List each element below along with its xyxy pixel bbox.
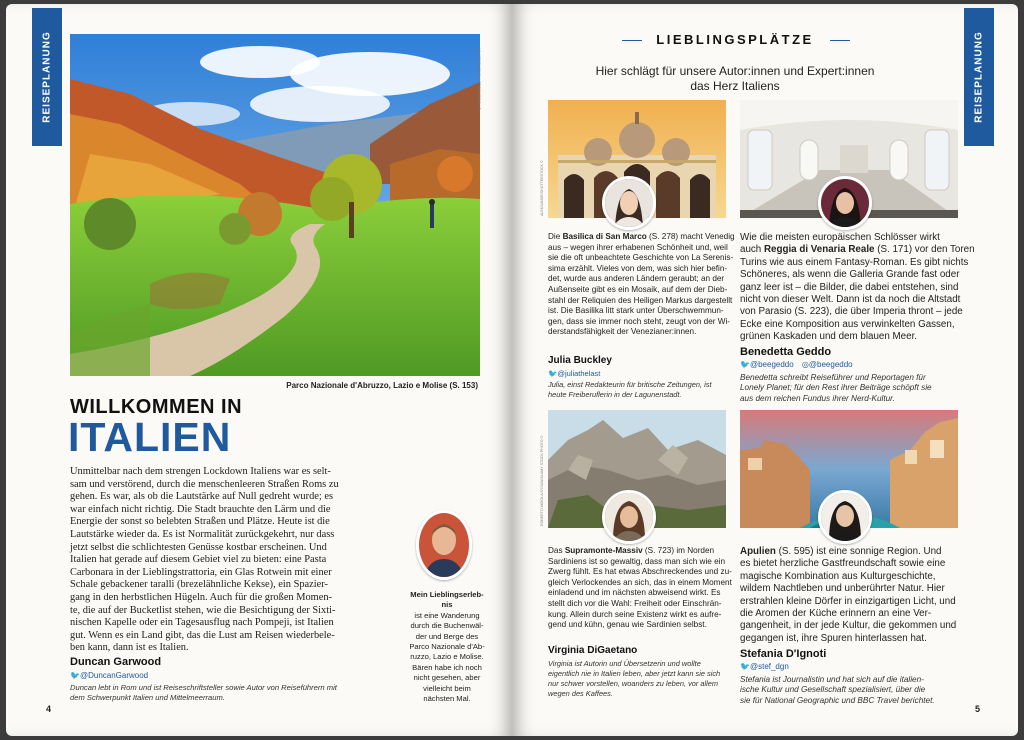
text-line: stellt dich vor die Wahl: Freiheit oder Einschrän- bbox=[548, 598, 722, 608]
text-line: Außenseite gibt es ein Mosaik, auf dem der Dieb- bbox=[548, 284, 728, 294]
text-line: Die Basilica di San Marco (S. 278) macht Venedig bbox=[548, 232, 735, 241]
author-portrait-duncan bbox=[416, 510, 472, 580]
hero-photo-abruzzo bbox=[70, 34, 480, 376]
intro-line: Carbonara in der Lieblingstrattoria, ein Glas Rotwein mit einer bbox=[70, 566, 332, 578]
entry-author-handle[interactable]: 🐦@juliathelast bbox=[548, 369, 601, 378]
entry-author-name: Julia Buckley bbox=[548, 355, 612, 366]
text-line: Wie die meisten europäischen Schlösser wirkt bbox=[740, 232, 940, 243]
entry-author-bio: Julia, einst Redakteurin für britische Zeitungen, ist heute Freiberuflerin in der Lagunenstadt. bbox=[548, 380, 712, 399]
text-line: Das Supramonte-Massiv (S. 723) im Norden bbox=[548, 546, 715, 555]
intro-line: gang in den herbstlichen Hügeln. Auch für die großen Momen- bbox=[70, 591, 333, 603]
entry-author-bio: Benedetta schreibt Reiseführer und Reportagen für Lonely Planet; für den Rest ihrer Beiträge schöpft sie aus dem reichen Fundus ihrer Nerd-Kultur. bbox=[740, 373, 932, 403]
page-number-left: 4 bbox=[46, 704, 52, 714]
author-portrait-stefania bbox=[818, 490, 872, 544]
text-line: gend und kühn, genau wie Sardinien selbst. bbox=[548, 620, 707, 630]
text-line: aus – wegen ihrer erhabenen Schönheit und, weil bbox=[548, 242, 728, 252]
text-line: Ecke eine Komposition aus verwinkelten Gassen, bbox=[740, 318, 955, 330]
right-page bbox=[512, 4, 1018, 736]
intro-line: Unmittelbar nach dem strengen Lockdown Italiens war es selt- bbox=[70, 466, 331, 477]
text-line: gen, dass sie immer noch steht, zeugt von der Wi- bbox=[548, 316, 731, 326]
intro-line: ben kann, dann ist es Italien. bbox=[70, 642, 189, 654]
entry-author-bio: Virginia ist Autorin und Übersetzerin und wollte eigentlich nie in Italien leben, aber jetzt kann sie sich nur schwer vorstellen, woanders zu leben, vor allem wegen des Kaffees. bbox=[548, 659, 721, 698]
favorite-experience-note: Mein Lieblingserleb-nis ist eine Wanderung durch die Buchenwäl- der und Berge des Parco Nazionale d'Ab- ruzzo, Lazio e Molise. Bären habe ich noch nicht gesehen, aber vielleicht beim nächsten Mal. bbox=[409, 590, 485, 704]
text-line: sie die oft unbeachtete Geschichte von La Serenis- bbox=[548, 253, 734, 263]
twitter-bird-icon: 🐦 bbox=[548, 369, 558, 378]
text-line: gangenheit, in der jede Kultur, die gekommen und bbox=[740, 620, 957, 632]
place-highlight: Supramonte-Massiv bbox=[564, 546, 643, 555]
entry-author-name: Benedetta Geddo bbox=[740, 346, 832, 358]
entry-julia-text bbox=[548, 232, 735, 338]
place-highlight: Apulien bbox=[740, 546, 776, 557]
author-name: Duncan Garwood bbox=[70, 656, 162, 668]
intro-line: Italien hat gerade auf diesem Gebiet viel zu bieten: eine Pasta bbox=[70, 554, 327, 566]
text-line: magische Kombination aus Kulturgeschichte, bbox=[740, 570, 936, 582]
entry-author-handle[interactable]: 🐦@beegeddo ◎@beegeddo bbox=[740, 360, 853, 369]
intro-line: gehen. Es war, als ob die Lautstärke auf Null gedreht wurde; es bbox=[70, 491, 334, 503]
intro-line: Schale gebackener taralli (brezelähnliche Kekse), ein Spazier- bbox=[70, 579, 328, 591]
text-line: Zwerg fühlt. Es hat etwas Abschreckendes und zu- bbox=[548, 567, 732, 577]
text-line: auch Reggia di Venaria Reale (S. 171) vor den Toren bbox=[740, 244, 975, 256]
photo-credit: VALERIOMEI/SHUTTERSTOCK © bbox=[477, 48, 482, 110]
entry-benedetta-text bbox=[740, 232, 975, 344]
text-line: sima erzählt. Vieles von dem, was sich hier befin- bbox=[548, 263, 728, 273]
place-highlight: Reggia di Venaria Reale bbox=[763, 244, 875, 256]
entry-author-name: Stefania D'Ignoti bbox=[740, 648, 827, 660]
text-line: von Parasio (S. 223), die über Imperia thront – jede bbox=[740, 306, 963, 318]
section-subheading: Hier schlägt für unsere Autor:innen und Expert:innen das Herz Italiens bbox=[595, 64, 875, 93]
entry-author-bio: Stefania ist Journalistin und hat sich auf die italien- ische Kultur und Gesellschaft spezialisiert, über die sie für National Geographic und BBC Travel berichtet. bbox=[740, 675, 935, 705]
section-tab-label: REISEPLANUNG bbox=[973, 31, 985, 123]
intro-line: nischen Kapelle oder ein Tagesausflug nach Pompeji, ist Italien bbox=[70, 617, 334, 629]
text-line: die Aromen der Küche erinnern an eine Ver- bbox=[740, 608, 932, 620]
section-heading: LIEBLINGSPLÄTZE bbox=[656, 32, 814, 47]
text-line: wildem Nachtleben und unberührter Natur. Hier bbox=[740, 583, 945, 595]
twitter-bird-icon: 🐦 bbox=[740, 662, 750, 671]
book-spread bbox=[6, 4, 1018, 736]
entry-stefania-text bbox=[740, 546, 964, 645]
entry-virginia-text bbox=[548, 546, 732, 631]
welcome-heading: WILLKOMMEN IN bbox=[70, 396, 243, 418]
text-line: Apulien (S. 595) ist eine sonnige Region. Und bbox=[740, 546, 942, 557]
author-handle[interactable]: 🐦@DuncanGarwood bbox=[70, 671, 149, 680]
page-number-right: 5 bbox=[974, 704, 980, 714]
text-line: derstandsfähigkeit der Venezianer:innen. bbox=[548, 327, 697, 337]
text-line: det, wurde aus anderen Ländern geraubt; an der bbox=[548, 274, 725, 284]
text-line: gleich Verlockendes an sich, das in einem Moment bbox=[548, 577, 732, 587]
instagram-icon: ◎ bbox=[801, 360, 809, 369]
hero-caption: Parco Nazionale d'Abruzzo, Lazio e Molise (S. 153) bbox=[286, 381, 478, 390]
text-line: erstrahlen kleine Dörfer in einzigartigen Licht, und bbox=[740, 595, 956, 607]
text-line: kung. Allein durch seine Existenz wirkt es aufre- bbox=[548, 609, 722, 619]
text-line: gegangen ist, ihre Spuren hinterlassen hat. bbox=[740, 632, 927, 644]
text-line: es bietet herzliche Gastfreundschaft sowie eine bbox=[740, 558, 946, 570]
section-tab-left bbox=[32, 8, 62, 146]
left-page bbox=[6, 4, 512, 736]
text-line: nicht von dieser Welt. Dann ist da noch die Altstadt bbox=[740, 294, 961, 306]
place-highlight: Basilica di San Marco bbox=[562, 232, 647, 241]
intro-line: Energie der sonst so belebten Straßen und Plätze. Heute ist die bbox=[70, 516, 330, 528]
twitter-bird-icon: 🐦 bbox=[740, 360, 750, 369]
intro-line: Lautstärke wieder da. Es ist Normalität zurückgekehrt, nur dass bbox=[70, 528, 335, 540]
author-portrait-julia bbox=[602, 176, 656, 230]
author-portrait-virginia bbox=[602, 490, 656, 544]
text-line: stahl der Reliquien des Heiligen Markus dargestellt bbox=[548, 295, 733, 305]
intro-line: te, die auf der Bucketlist stehen, wie die Besichtigung der Sixti- bbox=[70, 604, 336, 616]
entry-author-handle[interactable]: 🐦@stef_dgn bbox=[740, 662, 789, 671]
author-bio: Duncan lebt in Rom und ist Reiseschriftsteller sowie Autor von Reiseführern mit dem Schwerpunkt Italien und Mittelmeerraum. bbox=[70, 683, 337, 702]
section-tab-label: REISEPLANUNG bbox=[41, 31, 53, 123]
text-line: Sardiniens ist so gewaltig, dass man sich wie ein bbox=[548, 556, 726, 566]
intro-line: war einfach nicht richtig. Die Stadt brauchte den Lärm und die bbox=[70, 503, 331, 515]
photo-credit: ROBERTO MOIOLA/SYSAW/ALAMY STOCK PHOTO © bbox=[540, 435, 544, 526]
text-line: Schöneres, als wenn die Galleria Grande fast oder bbox=[740, 269, 960, 281]
entry-author-name: Virginia DiGaetano bbox=[548, 645, 638, 656]
twitter-bird-icon: 🐦 bbox=[70, 671, 80, 680]
text-line: ist. Die Basilika litt stark unter Überschwemmun- bbox=[548, 306, 724, 316]
text-line: grünen Kaskaden und dem blauen Meer. bbox=[740, 331, 918, 343]
page-title: ITALIEN bbox=[68, 414, 232, 460]
text-line: einladend und im nächsten abweisend wirkt. Es bbox=[548, 588, 721, 598]
intro-text bbox=[70, 466, 398, 655]
intro-line: sam und verstörend, durch die menschenleeren Straßen Roms zu bbox=[70, 478, 339, 490]
photo-credit: ALEKSANDR/SHUTTERSTOCK © bbox=[540, 160, 544, 216]
intro-line: gut. Wenn es ein Land gibt, das die Lust am Reisen wiederbele- bbox=[70, 629, 335, 641]
intro-line: jetzt selbst die schlichtesten Genüsse kostbar erscheinen. Und bbox=[70, 541, 327, 553]
text-line: ganz leer ist – die Bilder, die dabei entstehen, sind bbox=[740, 281, 959, 293]
text-line: Turins wie aus einem Fantasy-Roman. Es gibt nichts bbox=[740, 256, 969, 268]
author-portrait-benedetta bbox=[818, 176, 872, 230]
